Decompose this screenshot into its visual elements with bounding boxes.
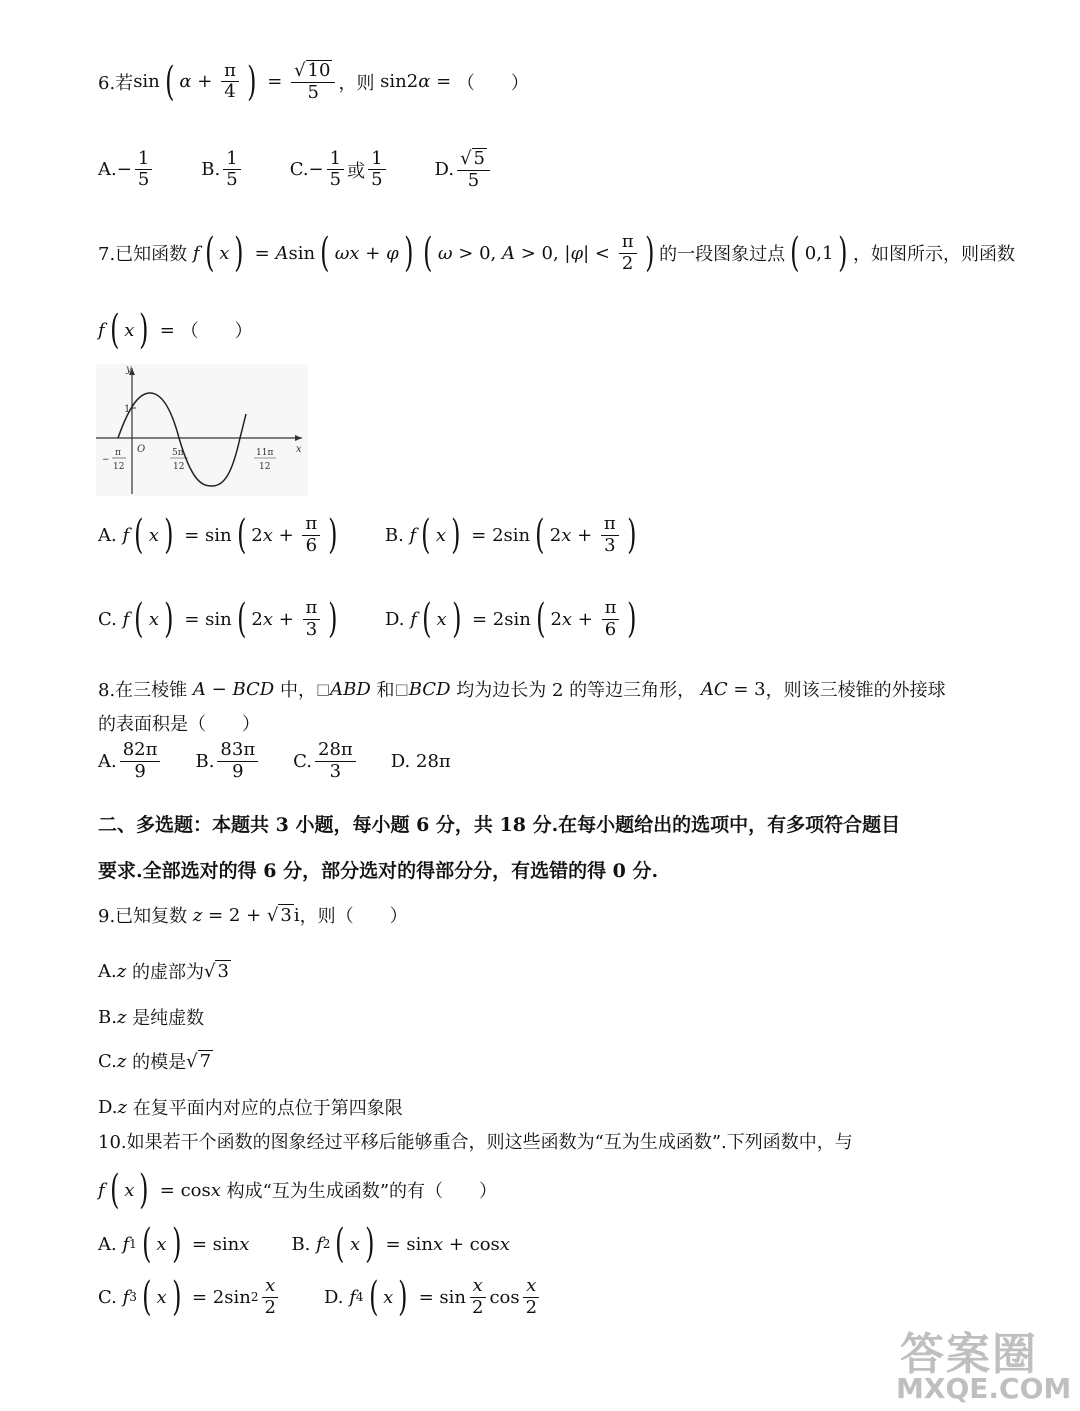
q7-graph-y-tick: 1 [124,404,131,415]
q7-option-b: B. f ( x ) = 2sin ( 2 x + $\frac{\pi}{3}$ ) [384,512,637,559]
q9-option-b: B. z 是纯虚数 [98,1006,205,1029]
q8-option-a: A. $\frac{82\pi}{9}$ [98,740,163,782]
q10-stem-line1: 10.如果若干个函数的图象经过平移后能够重合，则这些函数为“互为生成函数”.下列函数中，与 [98,1132,853,1153]
q10-option-c: C. f 3 ( x ) = 2sin 2 $\frac{x}{2}$ [98,1276,282,1318]
watermark-logo: 答案圈 [900,1329,1038,1380]
q7-options-row2 [98,596,688,643]
section2-line2: 要求.全部选对的得 6 分，部分选对的得部分分，有选错的得 0 分. [98,860,659,882]
svg-text:π: π [115,448,121,458]
q6-paren: （ ） [456,72,529,94]
q7-paren: （ ） [180,321,253,342]
q7-stem-line2: f ( x ) = （ ） [98,307,253,353]
svg-text:12: 12 [113,462,125,472]
q10-stem-line2: f ( x ) = cos x 构成“互为生成函数”的有（ ） [98,1167,498,1213]
q7-graph-xtick-2: 5π [172,448,184,458]
q9-option-d: D. z 在复平面内对应的点位于第四象限 [98,1096,403,1119]
q8-stem-line1: 8.在三棱锥 A − BCD 中， □ ABD 和 □ BCD 均为边长为 2 的等边三角形， AC = 3 ，则该三棱锥的外接球 [98,678,946,701]
q6-option-a: A. − $\frac{1}{5}$ [98,149,155,191]
svg-text:12: 12 [173,462,185,472]
q8-stem-line2: 的表面积是（ ） [98,714,260,735]
q8-options [98,740,497,782]
q7-graph-xtick-1: − [102,455,110,465]
q10-option-d: D. f 4 ( x ) = sin $\frac{x}{2}$ cos $\frac{x}{2}$ [324,1276,543,1318]
q7-graph-xtick-3: 11π [256,448,274,458]
q10-options-row1 [98,1221,556,1267]
q10-option-b: B. f 2 ( x ) = sin x + cos x [291,1221,510,1267]
q6-options [98,148,539,191]
section2-line1: 二、多选题：本题共 3 小题，每小题 6 分，共 18 分.在每小题给出的选项中，有多项符合题目 [98,814,901,836]
q10-options-row2 [98,1274,589,1321]
q6-stem: 6.若 sin ( α + $\frac{\pi}{4}$ ) = √ 10 5 ，则 sin2 α = （ ） [98,58,529,105]
q7-option-d: D. f ( x ) = 2sin ( 2 x + $\frac{\pi}{6}$ ) [384,596,637,643]
q10-option-a: A. f 1 ( x ) = sin x [98,1221,250,1267]
q9-option-c: C. z 的模是 √ 7 [98,1050,212,1073]
q6-option-c: C. − $\frac{1}{5}$ 或 $\frac{1}{5}$ [290,149,389,191]
q7-graph-y-label: y [126,364,132,375]
q7-stem: 7.已知函数 f ( x ) = A sin ( ωx + φ ) ( ω > 0, A > 0, | φ | < $\frac{\pi}{2}$ ) 的一段图象过点 ( 0,1 ) ，如图所示，则函数 [98,230,1016,277]
q7-options-row1 [98,512,687,559]
q7-prefix: 7.已知函数 [98,244,188,266]
q6-prefix: 6.若 [98,72,134,94]
q6-suffix: ，则 [338,72,375,94]
q6-option-d: D. √ 5 5 [435,148,493,191]
q7-sine-graph [96,364,308,496]
q7-suffix: ，如图所示，则函数 [853,244,1016,266]
svg-text:12: 12 [259,462,271,472]
q7-option-a: A. f ( x ) = sin ( 2 x + $\frac{\pi}{6}$ ) [98,512,338,559]
q7-graph-origin-label: O [137,444,146,455]
q9-stem: 9.已知复数 z = 2 + √ 3 i ，则（ ） [98,904,408,927]
q7-middle: 的一段图象过点 [659,244,786,266]
q9-option-a: A. z 的虚部为 √ 3 [98,960,229,983]
q7-graph-x-label: x [296,444,302,455]
q6-option-b: B. $\frac{1}{5}$ [201,149,243,191]
q8-option-b: B. $\frac{83\pi}{9}$ [195,740,261,782]
q8-option-d: D. 28π [390,750,451,772]
q7-option-c: C. f ( x ) = sin ( 2 x + $\frac{\pi}{3}$ ) [98,596,338,643]
watermark-url: MXQE.COM [896,1372,1072,1405]
q8-option-c: C. $\frac{28\pi}{3}$ [293,740,359,782]
